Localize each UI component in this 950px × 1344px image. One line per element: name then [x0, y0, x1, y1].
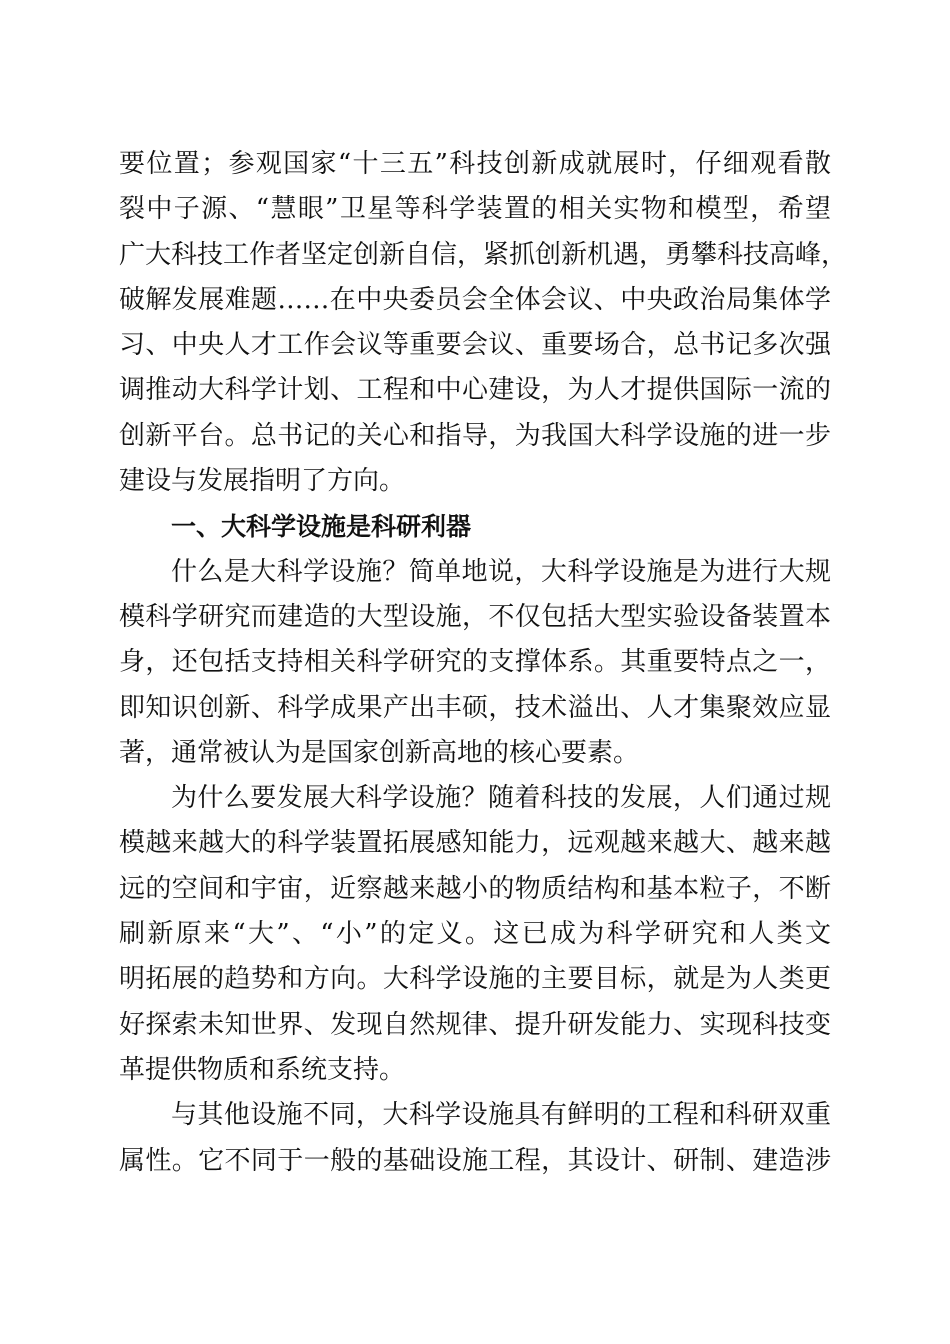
section-heading: 一、大科学设施是科研利器 [171, 512, 472, 542]
text-line: 革提供物质和系统支持。 [119, 1054, 406, 1085]
text-line: 好探索未知世界、发现自然规律、提升研发能力、实现科技变 [119, 1009, 831, 1040]
paragraph-dual-nature [119, 1093, 831, 1184]
text-line: 什么是大科学设施？简单地说，大科学设施是为进行大规 [171, 556, 831, 587]
text-line: 创新平台。总书记的关心和指导，为我国大科学设施的进一步 [119, 420, 831, 451]
text-line: 建设与发展指明了方向。 [119, 466, 406, 497]
text-line: 广大科技工作者坚定创新自信，紧抓创新机遇，勇攀科技高峰， [119, 239, 848, 270]
text-line: 要位置；参观国家“十三五”科技创新成就展时，仔细观看散 [119, 149, 831, 179]
text-line: 著，通常被认为是国家创新高地的核心要素。 [119, 737, 640, 768]
paragraph-why-develop [119, 776, 831, 1093]
text-line: 刷新原来“大”、“小”的定义。这已成为科学研究和人类文 [119, 919, 831, 950]
text-line: 调推动大科学计划、工程和中心建设，为人才提供国际一流的 [119, 375, 831, 406]
text-line: 即知识创新、科学成果产出丰硕，技术溢出、人才集聚效应显 [119, 692, 831, 723]
text-line: 远的空间和宇宙，近察越来越小的物质结构和基本粒子，不断 [119, 873, 831, 904]
text-line: 属性。它不同于一般的基础设施工程，其设计、研制、建造涉 [119, 1145, 831, 1176]
text-line: 身，还包括支持相关科学研究的支撑体系。其重要特点之一， [119, 647, 831, 678]
text-line: 破解发展难题……在中央委员会全体会议、中央政治局集体学 [119, 284, 831, 315]
text-line: 模越来越大的科学装置拓展感知能力，远观越来越大、越来越 [119, 828, 831, 859]
text-line: 为什么要发展大科学设施？随着科技的发展，人们通过规 [171, 783, 831, 814]
text-line: 裂中子源、“慧眼”卫星等科学装置的相关实物和模型，希望 [119, 194, 831, 225]
paragraph-what-is [119, 550, 831, 776]
paragraph-intro-continuation [119, 142, 848, 504]
text-line: 模科学研究而建造的大型设施，不仅包括大型实验设备装置本 [119, 601, 831, 632]
text-line: 习、中央人才工作会议等重要会议、重要场合，总书记多次强 [119, 330, 831, 361]
document-body [119, 142, 848, 1184]
text-line: 明拓展的趋势和方向。大科学设施的主要目标，就是为人类更 [119, 964, 831, 995]
text-line: 与其他设施不同，大科学设施具有鲜明的工程和科研双重 [171, 1100, 831, 1131]
